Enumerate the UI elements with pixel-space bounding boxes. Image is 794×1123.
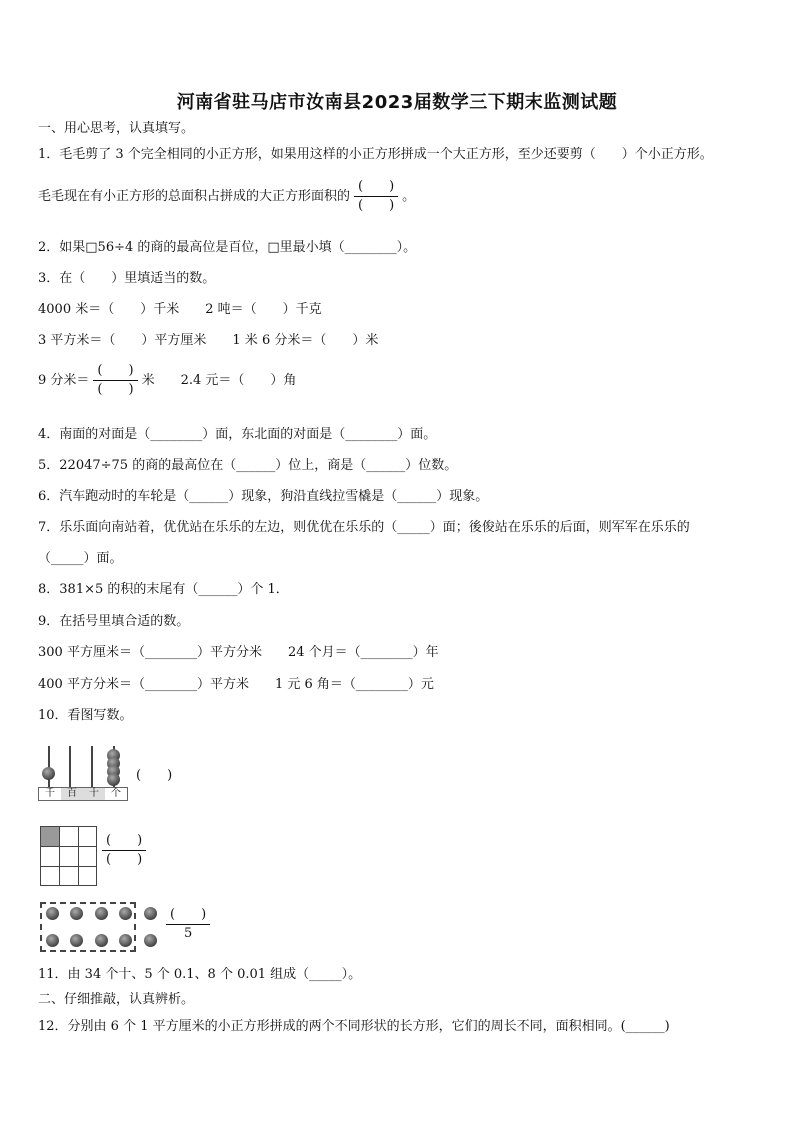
question-4: 4．南面的对面是（________）面，东北面的对面是（________）面。 <box>38 427 437 442</box>
question-3: 3．在（ ）里填适当的数。 <box>38 271 216 286</box>
question-9: 9．在括号里填合适的数。 <box>38 614 190 629</box>
grid-figure <box>40 826 97 886</box>
dot <box>144 907 157 920</box>
question-12: 12．分别由 6 个 1 平方厘米的小正方形拼成的两个不同形状的长方形，它们的周长不同，面积相同。(______) <box>38 1019 670 1034</box>
dot <box>46 907 59 920</box>
abacus-answer-blank[interactable]: ( ) <box>136 768 173 783</box>
section-heading-1: 一、用心思考，认真填写。 <box>38 121 195 136</box>
question-5: 5．22047÷75 的商的最高位在（______）位上，商是（______）位数。 <box>38 458 458 473</box>
abacus-label-ones: 个 <box>111 788 121 799</box>
abacus-label-hundreds: 百 <box>61 788 83 800</box>
question-1-line-2: 毛毛现在有小正方形的总面积占拼成的大正方形面积的 $\frac{( )}{( )}$ 。 <box>38 179 416 213</box>
question-7-line-2: （_____）面。 <box>38 551 123 566</box>
dot <box>70 907 83 920</box>
dot <box>119 934 132 947</box>
dot <box>119 907 132 920</box>
question-10: 10．看图写数。 <box>38 708 133 723</box>
question-3-row-b: 3 平方米＝（ ）平方厘米 1 米 6 分米＝（ ）米 <box>38 333 379 348</box>
page-title: 河南省驻马店市汝南县2023届数学三下期末监测试题 <box>176 92 618 113</box>
dot <box>144 934 157 947</box>
question-11: 11．由 34 个十、5 个 0.1、8 个 0.01 组成（_____）。 <box>38 967 362 982</box>
abacus-label-thousands: 千 <box>45 788 55 799</box>
dot <box>95 934 108 947</box>
section-heading-2: 二、仔细推敲，认真辨析。 <box>38 992 195 1007</box>
bead <box>42 767 55 780</box>
question-3-row-c: 9 分米＝ $\frac{( )}{( )}$ 米 2.4 元＝（ ）角 <box>38 363 297 397</box>
dot <box>46 934 59 947</box>
question-3-row-a: 4000 米＝（ ）千米 2 吨＝（ ）千克 <box>38 302 322 317</box>
question-9-row-a: 300 平方厘米＝（________）平方分米 24 个月＝（________）年 <box>38 645 439 660</box>
grid-fraction-blank[interactable]: $\frac{( )}{( )}$ <box>98 832 150 869</box>
fraction-blank[interactable]: $\frac{( )}{( )}$ <box>354 178 398 215</box>
question-6: 6．汽车跑动时的车轮是（______）现象，狗沿直线拉雪橇是（______）现象。 <box>38 489 489 504</box>
abacus-figure <box>38 742 130 802</box>
dot <box>70 934 83 947</box>
fraction-blank[interactable]: $\frac{( )}{( )}$ <box>93 362 137 399</box>
question-1-line-1: 1．毛毛剪了 3 个完全相同的小正方形，如果用这样的小正方形拼成一个大正方形，至少还要剪（ ）个小正方形。 <box>38 147 713 162</box>
question-1-text: 毛毛现在有小正方形的总面积占拼成的大正方形面积的 <box>38 189 351 204</box>
dot-fraction-blank[interactable]: $\frac{( )}{5}$ <box>162 906 214 943</box>
dot <box>95 907 108 920</box>
question-2: 2．如果□56÷4 的商的最高位是百位，□里最小填（________）。 <box>38 240 417 255</box>
question-8: 8．381×5 的积的末尾有（______）个 1． <box>38 582 289 597</box>
question-9-row-b: 400 平方分米＝（________）平方米 1 元 6 角＝（________）元 <box>38 677 434 692</box>
question-7-line-1: 7．乐乐面向南站着，优优站在乐乐的左边，则优优在乐乐的（_____）面；後俊站在乐乐的后面，则军军在乐乐的 <box>38 520 690 535</box>
bead <box>107 773 120 786</box>
abacus-label-tens: 十 <box>83 788 105 800</box>
